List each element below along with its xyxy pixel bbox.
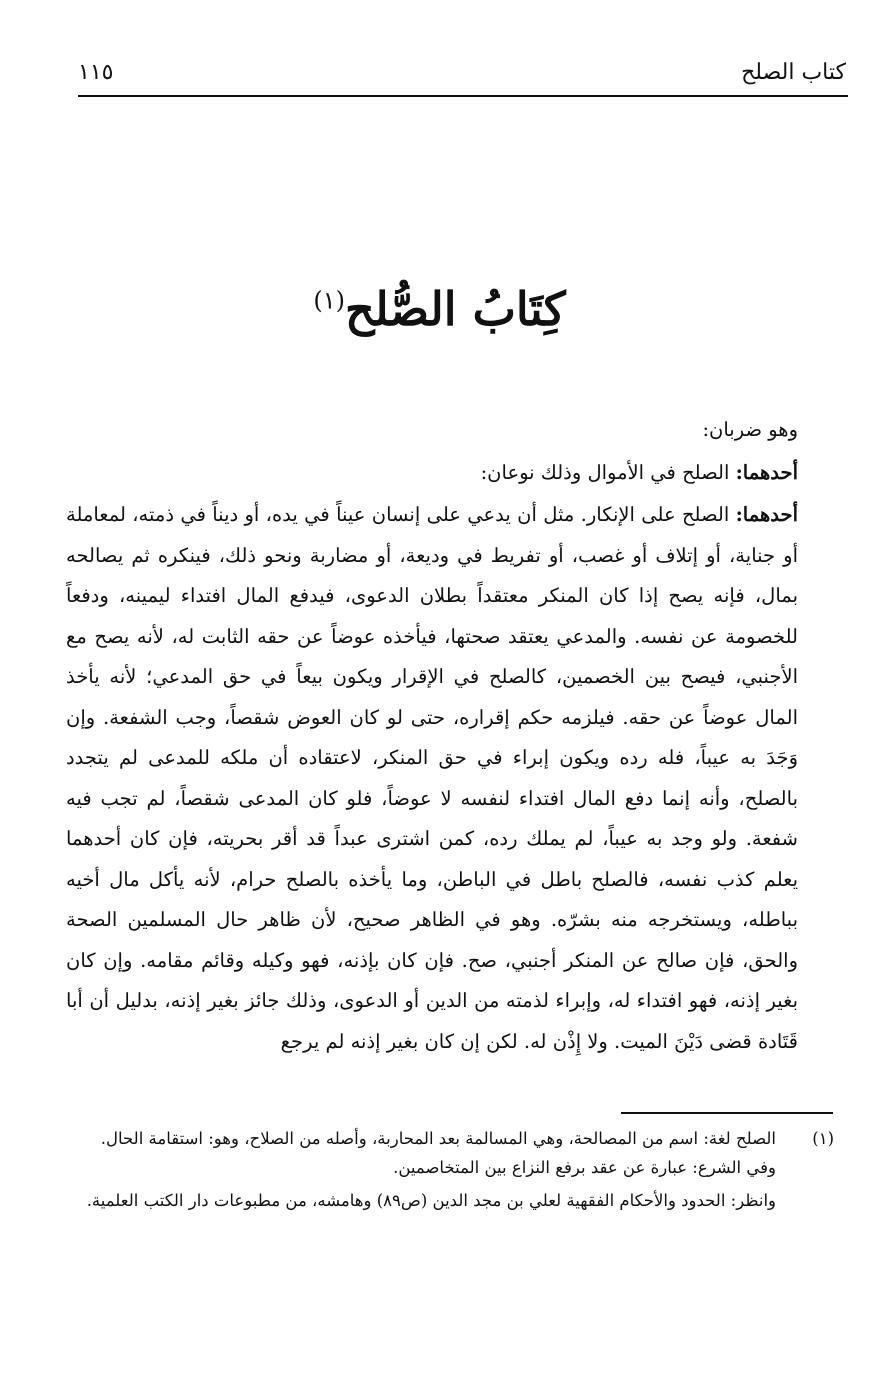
- chapter-title-text: كِتَابُ الصُّلح: [344, 282, 566, 336]
- intro-paragraph: [66, 410, 798, 451]
- second-type-paragraph: [66, 495, 798, 1062]
- chapter-title: [0, 282, 879, 336]
- first-type-paragraph: [66, 453, 798, 494]
- footnote-line-3: وانظر: الحدود والأحكام الفقهية لعلي بن مجد الدين (ص٨٩) وهامشه، من مطبوعات دار الكتب العلمية.: [86, 1191, 776, 1210]
- footnote-line-1: الصلح لغة: اسم من المصالحة، وهي المسالمة بعد المحاربة، وأصله من الصلاح، وهو: استقامة الحال.: [100, 1129, 776, 1148]
- footnotes: [66, 1124, 834, 1219]
- footnote-line-2: وفي الشرع: عبارة عن عقد برفع النزاع بين المتخاصمين.: [393, 1158, 776, 1177]
- footnote-rule: [621, 1112, 833, 1114]
- footnote-reference: (١): [313, 286, 345, 315]
- body-text: [66, 410, 798, 1064]
- running-header: [78, 58, 846, 94]
- page-number: ١١٥: [78, 60, 114, 85]
- footnote-1: [66, 1124, 834, 1153]
- first-type-text: الصلح في الأموال وذلك نوعان:: [480, 460, 730, 484]
- header-rule: [78, 95, 848, 97]
- intro-text: وهو ضربان:: [702, 418, 798, 441]
- footnote-marker: (١): [812, 1129, 834, 1148]
- second-type-label: أحدهما:: [735, 503, 799, 526]
- running-title: كتاب الصلح: [741, 60, 846, 85]
- second-type-text: الصلح على الإنكار. مثل أن يدعي على إنسان عيناً في يده، أو ديناً في ذمته، لمعاملة أو جناية، أو إتلاف أو غصب، أو تفريط في وديعة، أو مضاربة ونحو ذلك، فينكره ثم يصالحه بمال، فإنه يصح إذا كان المنكر معتقداً بطلان الدعوى، فيدفع المال افتداء ليمينه، ودفعاً للخصومة عن نفسه. والمدعي يعتقد صحتها، فيأخذه عوضاً عن حقه الثابت له، لأنه يصح مع الأجنبي، فيصح بين الخصمين، كالصلح في الإقرار ويكون بيعاً في حق المدعي؛ لأنه يأخذ المال عوضاً عن حقه. فيلزمه حكم إقراره، حتى لو كان العوض شقصاً، وجب الشفعة. وإن وَجَدَ به عيباً، فله رده ويكون إبراء في حق المنكر، لاعتقاده أن ملكه للمدعى لم يتجدد بالصلح، وأنه إنما دفع المال افتداء لنفسه لا عوضاً، فلو كان المدعى شقصاً، لم تجب فيه شفعة. ولو وجد به عيباً، لم يملك رده، كمن اشترى عبداً قد أقر بحريته، فإن كان أحدهما يعلم كذب نفسه، فالصلح باطل في الباطن، وما يأخذه بالصلح حرام، لأنه يأكل مال أخيه بباطله، ويستخرجه منه بشرّه. وهو في الظاهر صحيح، لأن ظاهر حال المسلمين الصحة والحق، فإن صالح عن المنكر أجنبي، صح. فإن كان بإذنه، فهو وكيله وقائم مقامه. وإن كان بغير إذنه، فهو افتداء له، وإبراء لذمته من الدين أو الدعوى، وذلك جائز بغير إذنه، بدليل أن أبا قَتَادة قضى دَيْنَ الميت. ولا إِذْن له. لكن إن كان بغير إذنه لم يرجع: [66, 503, 798, 1053]
- first-type-label: أحدهما:: [735, 460, 798, 484]
